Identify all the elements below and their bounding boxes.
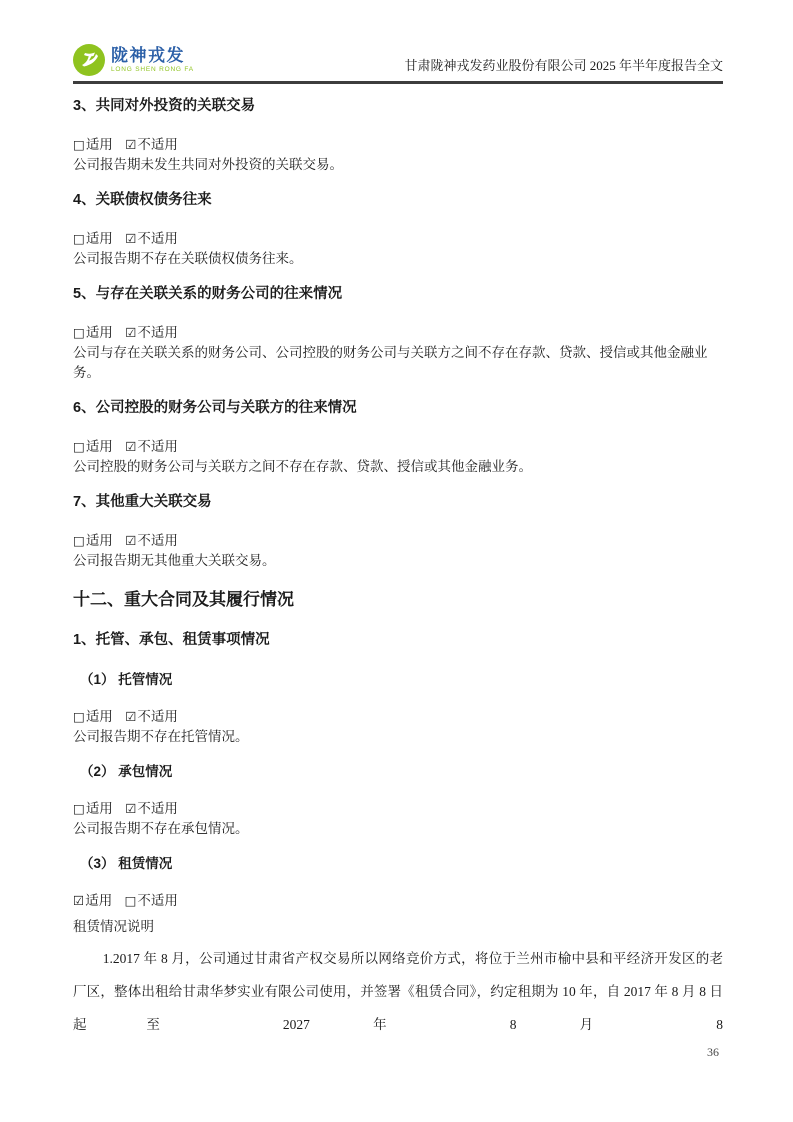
section-finance-company-dealings xyxy=(73,285,723,383)
section-body: 公司报告期未发生共同对外投资的关联交易。 xyxy=(73,157,343,172)
applicability-line xyxy=(73,891,723,911)
item-custody xyxy=(73,671,723,747)
item-contracting xyxy=(73,763,723,839)
checkbox-not-applicable xyxy=(125,137,178,152)
item-heading: （3） 租赁情况 xyxy=(80,856,173,871)
logo-name-en: LONG SHEN RONG FA xyxy=(111,65,194,73)
section-heading: 6、公司控股的财务公司与关联方的往来情况 xyxy=(73,400,357,416)
item-leasing xyxy=(73,855,723,1041)
checkbox-label: 适用 xyxy=(85,325,113,340)
checkbox-applicable xyxy=(73,439,113,454)
page-number: 36 xyxy=(707,1045,719,1059)
subsection-heading: 1、托管、承包、租赁事项情况 xyxy=(73,632,270,648)
section-heading: 4、关联债权债务往来 xyxy=(73,192,212,208)
checkbox-not-applicable xyxy=(125,801,178,816)
checkbox-unchecked-icon: □ xyxy=(73,231,85,246)
section-body: 公司控股的财务公司与关联方之间不存在存款、贷款、授信或其他金融业务。 xyxy=(73,459,532,474)
applicability-line xyxy=(73,437,723,457)
checkbox-label: 不适用 xyxy=(137,709,178,724)
checkbox-not-applicable xyxy=(125,231,178,246)
chapter-heading: 十二、重大合同及其履行情况 xyxy=(73,590,294,609)
checkbox-checked-icon: ☑ xyxy=(73,893,85,908)
lease-description-paragraph: 1.2017 年 8 月，公司通过甘肃省产权交易所以网络竞价方式，将位于兰州市榆中县和平经济开发区的老厂区，整体出租给甘肃华梦实业有限公司使用，并签署《租赁合同》，约定租期为 10 年，自 2017 年 8 月 8 日起至 2027 年 8 月 8 xyxy=(73,951,723,1032)
checkbox-checked-icon: ☑ xyxy=(125,801,137,816)
section-heading: 3、共同对外投资的关联交易 xyxy=(73,98,256,114)
checkbox-unchecked-icon: □ xyxy=(73,801,85,816)
applicability-line xyxy=(73,135,723,155)
checkbox-applicable xyxy=(73,801,113,816)
checkbox-applicable xyxy=(73,533,113,548)
checkbox-label: 不适用 xyxy=(137,325,178,340)
checkbox-checked-icon: ☑ xyxy=(125,137,137,152)
checkbox-label: 不适用 xyxy=(137,439,178,454)
checkbox-not-applicable xyxy=(125,325,178,340)
checkbox-label: 不适用 xyxy=(137,137,178,152)
checkbox-label: 适用 xyxy=(85,231,113,246)
item-body: 公司报告期不存在托管情况。 xyxy=(73,729,249,744)
checkbox-label: 不适用 xyxy=(137,801,178,816)
checkbox-unchecked-icon: □ xyxy=(73,137,85,152)
checkbox-applicable xyxy=(73,709,113,724)
checkbox-checked-icon: ☑ xyxy=(125,709,137,724)
section-joint-investment xyxy=(73,97,723,175)
checkbox-label: 适用 xyxy=(85,801,113,816)
checkbox-label: 不适用 xyxy=(137,533,178,548)
applicability-line xyxy=(73,531,723,551)
applicability-line xyxy=(73,707,723,727)
item-heading: （1） 托管情况 xyxy=(80,672,173,687)
checkbox-unchecked-icon: □ xyxy=(73,533,85,548)
checkbox-checked-icon: ☑ xyxy=(125,325,137,340)
checkbox-unchecked-icon: □ xyxy=(73,439,85,454)
checkbox-label: 适用 xyxy=(85,533,113,548)
checkbox-label: 不适用 xyxy=(137,893,178,908)
page-header xyxy=(73,44,723,84)
section-controlled-finance-company xyxy=(73,399,723,477)
checkbox-checked-icon: ☑ xyxy=(125,533,137,548)
checkbox-not-applicable xyxy=(125,533,178,548)
checkbox-checked-icon: ☑ xyxy=(125,231,137,246)
checkbox-label: 适用 xyxy=(85,709,113,724)
logo-name-cn: 陇神戎发 xyxy=(111,45,185,65)
checkbox-applicable xyxy=(73,137,113,152)
company-logo xyxy=(73,44,194,76)
checkbox-unchecked-icon: □ xyxy=(73,709,85,724)
checkbox-label: 适用 xyxy=(85,439,113,454)
checkbox-label: 适用 xyxy=(85,137,113,152)
lease-note-label: 租赁情况说明 xyxy=(73,919,154,934)
checkbox-unchecked-icon: □ xyxy=(124,893,137,908)
document-title: 甘肃陇神戎发药业股份有限公司 2025 年半年度报告全文 xyxy=(404,58,723,73)
section-heading: 5、与存在关联关系的财务公司的往来情况 xyxy=(73,286,343,302)
checkbox-applicable xyxy=(73,325,113,340)
checkbox-checked-icon: ☑ xyxy=(125,439,137,454)
section-body: 公司报告期不存在关联债权债务往来。 xyxy=(73,251,303,266)
logo-icon xyxy=(73,44,105,76)
logo-wordmark xyxy=(111,47,194,74)
applicability-line xyxy=(73,799,723,819)
section-other-major-transactions xyxy=(73,493,723,571)
checkbox-unchecked-icon: □ xyxy=(73,325,85,340)
checkbox-not-applicable xyxy=(125,893,178,908)
item-heading: （2） 承包情况 xyxy=(80,764,173,779)
section-body: 公司与存在关联关系的财务公司、公司控股的财务公司与关联方之间不存在存款、贷款、授信或其他金融业务。 xyxy=(73,345,708,380)
checkbox-applicable xyxy=(73,893,112,908)
checkbox-label: 适用 xyxy=(85,893,113,908)
applicability-line xyxy=(73,323,723,343)
applicability-line xyxy=(73,229,723,249)
checkbox-applicable xyxy=(73,231,113,246)
checkbox-not-applicable xyxy=(125,439,178,454)
section-related-debt xyxy=(73,191,723,269)
section-heading: 7、其他重大关联交易 xyxy=(73,494,212,510)
item-body: 公司报告期不存在承包情况。 xyxy=(73,821,249,836)
section-body: 公司报告期无其他重大关联交易。 xyxy=(73,553,276,568)
checkbox-label: 不适用 xyxy=(137,231,178,246)
checkbox-not-applicable xyxy=(125,709,178,724)
